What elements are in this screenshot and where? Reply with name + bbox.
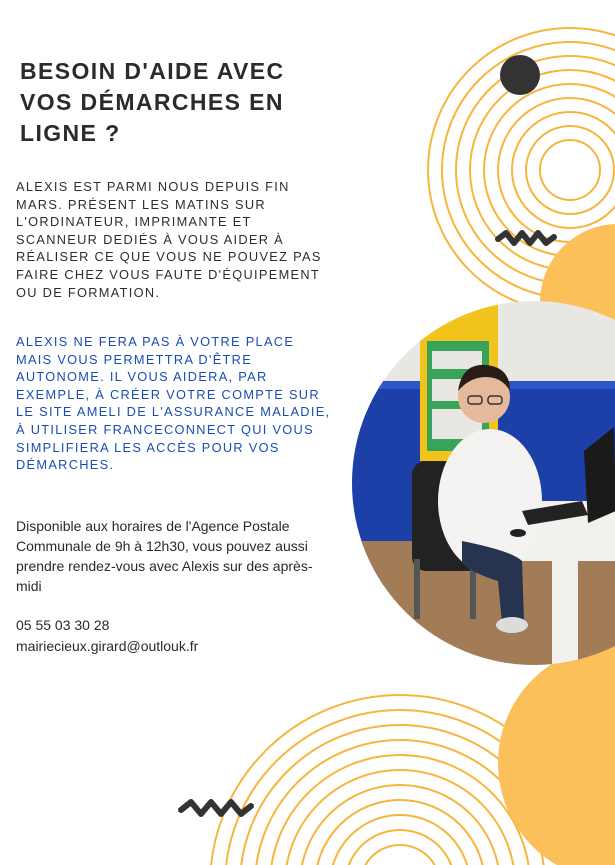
zigzag-icon-bottom <box>176 796 256 820</box>
highlight-paragraph: ALEXIS NE FERA PAS À VOTRE PLACE MAIS VOUS PERMETTRA D'ÊTRE AUTONOME. IL VOUS AIDERA, PAR EXEMPLE, À CRÉER VOTRE COMPTE SUR LE SITE AMELI DE L'ASSURANCE MALADIE, À UTILISER FRANCECONNECT QUI VOUS SIMPLIFIERA LES ACCÈS POUR VOS DÉMARCHES. <box>16 334 331 473</box>
contact-block <box>16 615 334 657</box>
man-at-computer-photo <box>352 301 615 665</box>
orange-circle-decoration-bottom <box>466 643 615 865</box>
zigzag-icon-top <box>494 229 558 249</box>
dark-circle-icon <box>499 54 541 96</box>
availability-paragraph: Disponible aux horaires de l'Agence Postale Communale de 9h à 12h30, vous pouvez aussi prendre rendez-vous avec Alexis sur des après-midi <box>16 518 313 594</box>
page-title: BESOIN D'AIDE AVEC VOS DÉMARCHES EN LIGNE ? <box>20 58 285 146</box>
email-address: mairiecieux.girard@outlouk.fr <box>16 638 199 654</box>
intro-paragraph: ALEXIS EST PARMI NOUS DEPUIS FIN MARS. PRÉSENT LES MATINS SUR L'ORDINATEUR, IMPRIMANTE ET SCANNEUR DEDIÉS À VOUS AIDER À RÉALISER CE QUE VOUS NE POUVEZ PAS FAIRE CHEZ VOUS FAUTE D'ÉQUIPEMENT OU DE FORMATION. <box>16 179 322 300</box>
phone-number: 05 55 03 30 28 <box>16 617 110 633</box>
